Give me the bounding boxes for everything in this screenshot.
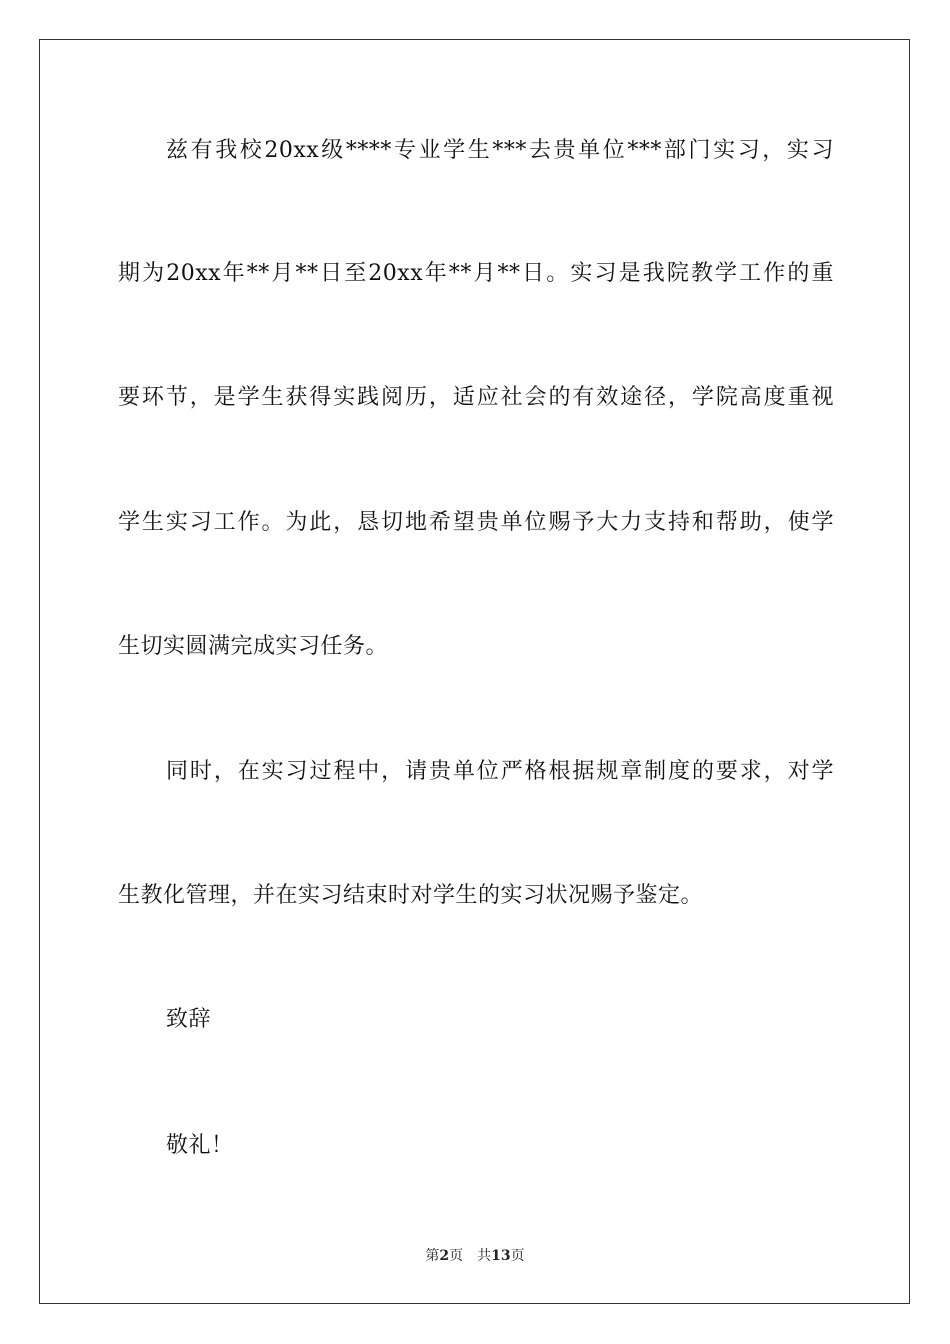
total-suffix: 页 bbox=[510, 1248, 525, 1264]
letter-closing: 致辞 bbox=[166, 1007, 212, 1032]
letter-line-7: 生教化管理，并在实习结束时对学生的实习状况赐予鉴定。 bbox=[118, 883, 704, 908]
letter-line-3: 要环节，是学生获得实践阅历，适应社会的有效途径，学院高度重视 bbox=[118, 385, 834, 410]
page-border bbox=[39, 39, 910, 1304]
page-footer bbox=[0, 1246, 950, 1266]
letter-line-1: 兹有我校20xx级****专业学生***去贵单位***部门实习，实习 bbox=[166, 138, 834, 163]
letter-salutation: 敬礼！ bbox=[166, 1133, 234, 1158]
total-pages: 13 bbox=[491, 1248, 511, 1264]
page-prefix: 第 bbox=[425, 1248, 440, 1264]
total-prefix: 共 bbox=[477, 1248, 492, 1264]
letter-line-5: 生切实圆满完成实习任务。 bbox=[118, 634, 389, 659]
page-number: 2 bbox=[439, 1248, 450, 1264]
letter-line-2: 期为20xx年**月**日至20xx年**月**日。实习是我院教学工作的重 bbox=[118, 261, 834, 286]
letter-line-6: 同时，在实习过程中，请贵单位严格根据规章制度的要求，对学 bbox=[166, 759, 834, 784]
letter-line-4: 学生实习工作。为此，恳切地希望贵单位赐予大力支持和帮助，使学 bbox=[118, 510, 834, 535]
page-suffix: 页 bbox=[449, 1248, 464, 1264]
